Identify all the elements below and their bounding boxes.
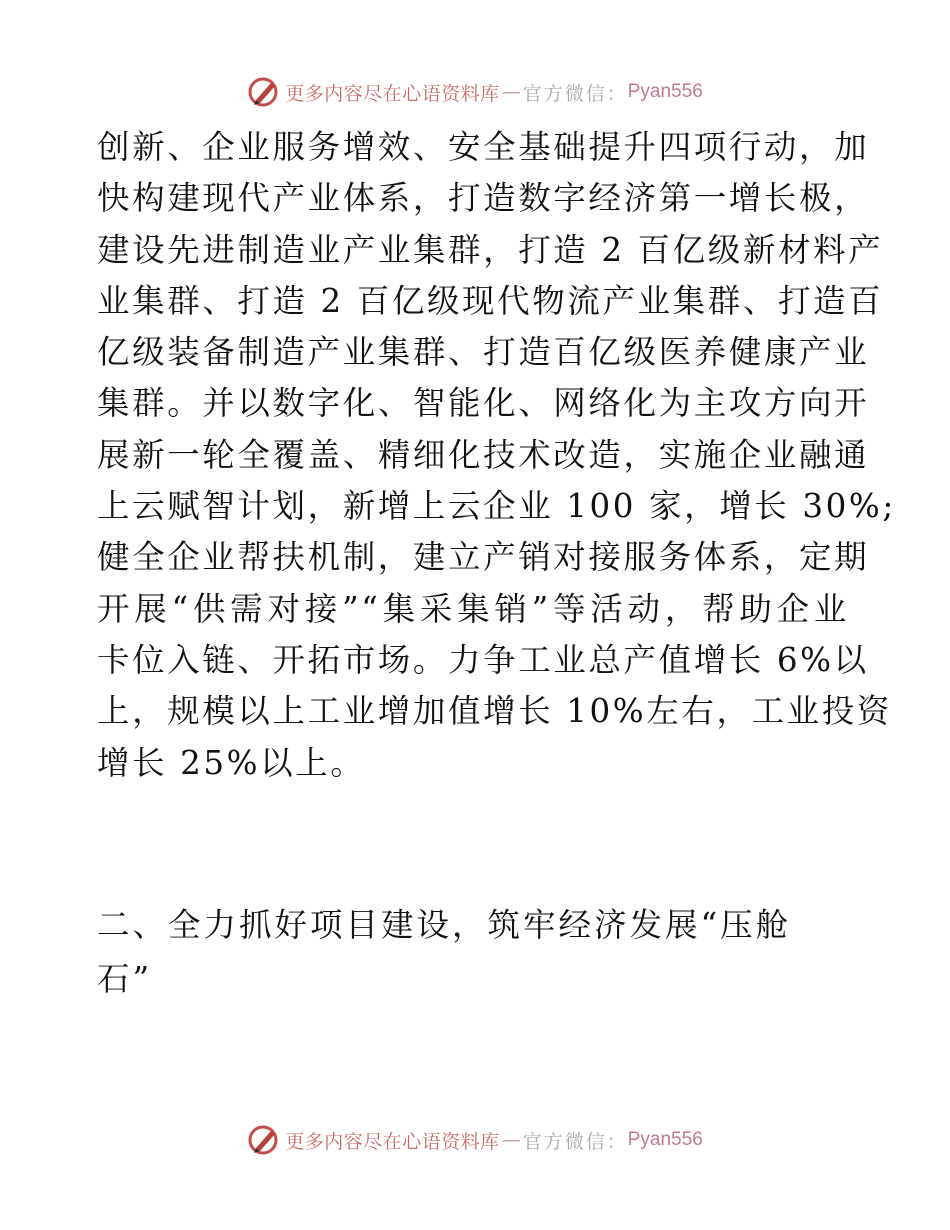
watermark-wechat-id: Pyan556 <box>627 81 703 102</box>
watermark-dash: — <box>501 1129 521 1151</box>
footer-watermark <box>0 1120 950 1160</box>
watermark-label: 官方微信： <box>522 82 628 105</box>
pen-logo-icon <box>247 75 281 109</box>
watermark-brand: 更多内容尽在心语资料库 <box>285 82 500 105</box>
paragraph-line: 健全企业帮扶机制，建立产销对接服务体系，定期 <box>97 538 870 577</box>
paragraph-line: 创新、企业服务增效、安全基础提升四项行动，加 <box>97 128 870 166</box>
paragraph-line: 建设先进制造业产业集群，打造 2 百亿级新材料产 <box>97 230 884 269</box>
watermark-wechat-id: Pyan556 <box>627 1129 703 1150</box>
paragraph-line: 展新一轮全覆盖、精细化技术改造，实施企业融通 <box>97 435 870 474</box>
paragraph-line: 开展“供需对接”“集采集销”等活动，帮助企业 <box>97 589 849 628</box>
watermark-dash: — <box>501 81 521 103</box>
watermark-label: 官方微信： <box>522 1130 628 1153</box>
heading-line: 石” <box>97 960 153 998</box>
paragraph-line: 上云赋智计划，新增上云企业 100 家，增长 30%; <box>97 487 896 526</box>
paragraph-line: 增长 25%以上。 <box>97 743 366 782</box>
paragraph-line: 上，规模以上工业增加值增长 10%左右，工业投资 <box>97 692 892 731</box>
paragraph-line: 集群。并以数字化、智能化、网络化为主攻方向开 <box>97 384 870 423</box>
body-paragraph <box>97 122 896 789</box>
watermark-brand: 更多内容尽在心语资料库 <box>285 1130 500 1153</box>
paragraph-line: 卡位入链、开拓市场。力争工业总产值增长 6%以 <box>97 640 869 679</box>
paragraph-line: 快构建现代产业体系，打造数字经济第一增长极， <box>97 179 870 218</box>
paragraph-line: 亿级装备制造产业集群、打造百亿级医养健康产业 <box>97 333 870 372</box>
pen-logo-icon <box>247 1123 281 1157</box>
section-heading <box>97 898 849 1006</box>
header-watermark <box>0 72 950 112</box>
paragraph-line: 业集群、打造 2 百亿级现代物流产业集群、打造百 <box>97 281 884 320</box>
heading-line: 二、全力抓好项目建设，筑牢经济发展“压舱 <box>97 906 792 944</box>
